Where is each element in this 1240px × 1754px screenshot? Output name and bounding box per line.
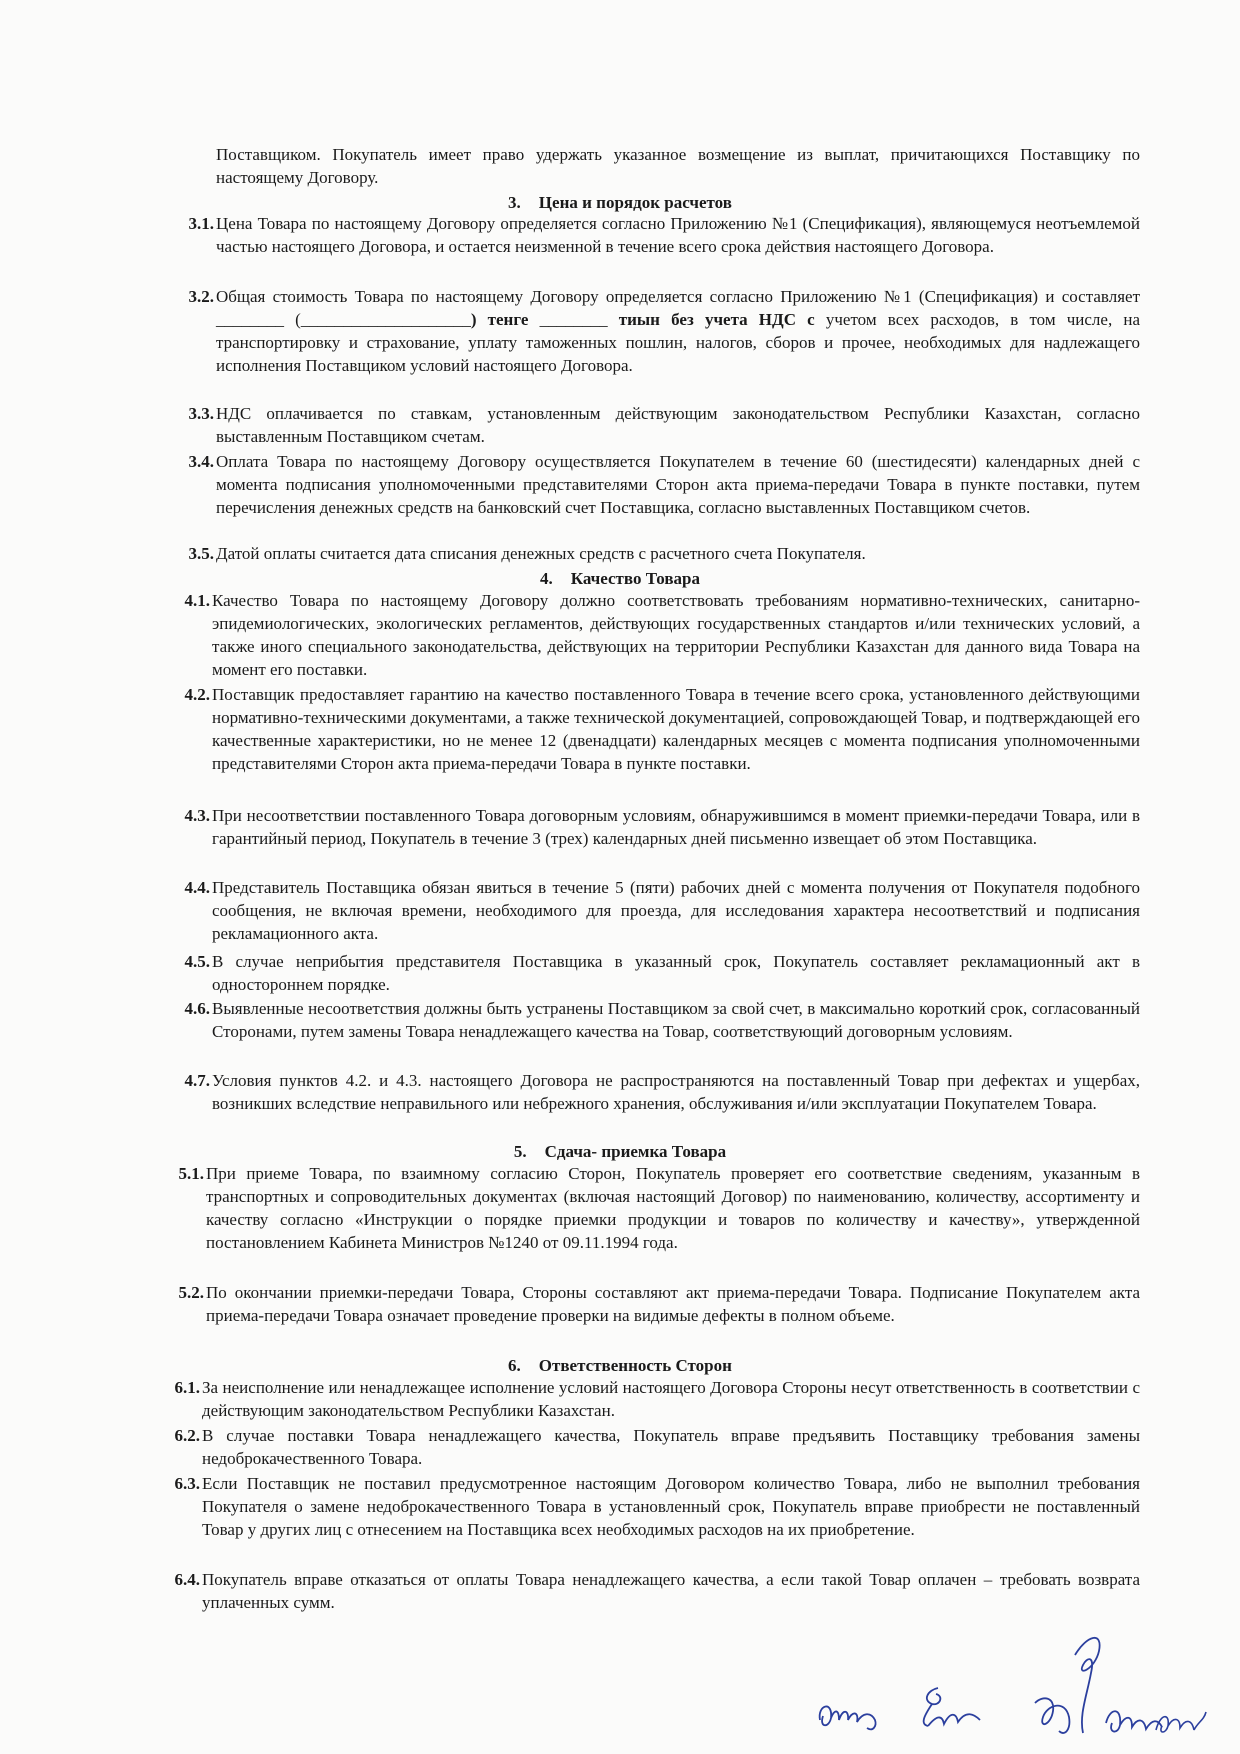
- signature-1: [815, 1690, 885, 1741]
- signature-5: [1150, 1700, 1210, 1746]
- clause-number: 3.2.: [188, 287, 214, 306]
- clause-number: 4.7.: [184, 1071, 210, 1090]
- section-3-number: 3.: [508, 193, 521, 212]
- amount-blank: ________: [216, 310, 284, 329]
- section-6-title: Ответственность Сторон: [538, 1356, 732, 1375]
- clause-number: 4.3.: [184, 806, 210, 825]
- clause-number: 5.2.: [178, 1283, 204, 1302]
- clause-text: При приеме Товара, по взаимному согласию Сторон, Покупатель проверяет его соответствие сведениям, указанным в транспортных и сопроводительных документах (включая настоящий Договор) по наименованию, количеству, ассортименту и качеству согласно «Инструкции о порядке приемки продукции и товаров по количеству и качеству», утвержденной постановлением Кабинета Министров №1240 от 09.11.1994 года.: [206, 1164, 1140, 1252]
- clause-number: 4.1.: [184, 591, 210, 610]
- section-5-number: 5.: [513, 1142, 527, 1161]
- clause-text: В случае поставки Товара ненадлежащего качества, Покупатель вправе предъявить Поставщику требования замены недоброкачественного Товара.: [202, 1426, 1140, 1468]
- section-5-heading: [0, 1140, 1240, 1163]
- clause-number: 3.1.: [188, 214, 214, 233]
- section-5-title: Сдача- приемка Товара: [544, 1142, 727, 1161]
- section-4-title: Качество Товара: [570, 569, 700, 588]
- clause-number: 6.2.: [174, 1426, 200, 1445]
- clause-text: В случае неприбытия представителя Поставщика в указанный срок, Покупатель составляет рекламационный акт в одностороннем порядке.: [212, 952, 1140, 994]
- clause-text: Выявленные несоответствия должны быть устранены Поставщиком за свой счет, в максимально короткий срок, согласованный Сторонами, путем замены Товара ненадлежащего качества на Товар, соответствующий договорным условиям.: [212, 999, 1140, 1041]
- section-4-heading: [0, 567, 1240, 590]
- clause-number: 3.3.: [188, 404, 214, 423]
- clause-text: Оплата Товара по настоящему Договору осуществляется Покупателем в течение 60 (шестидесяти) календарных дней с момента подписания уполномоченными представителями Сторон акта приема-передачи Товара в пункте поставки, путем перечисления денежных средств на банковский счет Поставщика, согласно выставленных Поставщиком счетов.: [216, 452, 1140, 517]
- clause-text: За неисполнение или ненадлежащее исполнение условий настоящего Договора Стороны несут ответственность в соответствии с действующим законодательством Республики Казахстан.: [202, 1378, 1140, 1420]
- signature-2: [910, 1680, 990, 1741]
- section-3-title: Цена и порядок расчетов: [538, 193, 732, 212]
- intro-paragraph: Поставщиком. Покупатель имеет право удержать указанное возмещение из выплат, причитающихся Поставщику по настоящему Договору.: [216, 145, 1140, 187]
- clause-text: Общая стоимость Товара по настоящему Договору определяется согласно Приложению №1 (Спецификация) и составляет ________ (____________________) тенге ________ тиын без учета НДС с учетом всех расходов, в том числе, на транспортировку и страхование, уплату таможенных пошлин, налогов, сборов и прочее, необходимых для надлежащего исполнения Поставщиком условий настоящего Договора.: [216, 287, 1141, 375]
- clause-text: По окончании приемки-передачи Товара, Стороны составляют акт приема-передачи Товара. Подписание Покупателем акта приема-передачи Товара означает проведение проверки на видимые дефекты в полном объеме.: [206, 1283, 1140, 1325]
- clause-number: 4.2.: [184, 685, 210, 704]
- clause-text: Датой оплаты считается дата списания денежных средств с расчетного счета Покупателя.: [216, 544, 866, 563]
- clause-number: 3.4.: [188, 452, 214, 471]
- clause-number: 4.4.: [184, 878, 210, 897]
- clause-number: 6.1.: [174, 1378, 200, 1397]
- clause-number: 6.4.: [174, 1570, 200, 1589]
- clause-number: 3.5.: [188, 544, 214, 563]
- clause-text: Цена Товара по настоящему Договору определяется согласно Приложению №1 (Спецификация), являющемуся неотъемлемой частью настоящего Договора, и остается неизменной в течение всего срока действия настоящего Договора.: [216, 214, 1140, 256]
- clause-text: Поставщик предоставляет гарантию на качество поставленного Товара в течение всего срока, установленного действующими нормативно-техническими документами, а также технической документацией, сопровождающей Товар, и подтверждающей его качественные характеристики, но не менее 12 (двенадцати) календарных месяцев с момента подписания уполномоченными представителями Сторон акта приема-передачи Товара в пункте поставки.: [212, 685, 1140, 773]
- clause-text: При несоответствии поставленного Товара договорным условиям, обнаружившимся в момент приемки-передачи Товара, или в гарантийный период, Покупатель в течение 3 (трех) календарных дней письменно извещает об этом Поставщика.: [212, 806, 1140, 848]
- tiyn-blank: ________: [539, 310, 608, 329]
- clause-text: НДС оплачивается по ставкам, установленным действующим законодательством Республики Казахстан, согласно выставленным Поставщиком счетам.: [216, 404, 1140, 446]
- clause-text: Качество Товара по настоящему Договору должно соответствовать требованиям нормативно-технических, санитарно-эпидемиологических, экологических регламентов, действующих государственных стандартов и/или технических условий, а также иного специального законодательства, действующих на территории Республики Казахстан для данного вида Товара на момент его поставки.: [212, 591, 1140, 679]
- clause-text: Условия пунктов 4.2. и 4.3. настоящего Договора не распространяются на поставленный Товар при дефектах и ущербах, возникших вследствие неправильного или небрежного хранения, обслуживания и/или эксплуатации Покупателем Товара.: [212, 1071, 1140, 1113]
- section-3-heading: [0, 191, 1240, 214]
- section-4-number: 4.: [539, 569, 553, 588]
- clause-text: Покупатель вправе отказаться от оплаты Товара ненадлежащего качества, а если такой Товар оплачен – требовать возврата уплаченных сумм.: [202, 1570, 1140, 1612]
- clause-number: 4.5.: [184, 952, 210, 971]
- clause-number: 6.3.: [174, 1474, 200, 1493]
- clause-number: 4.6.: [184, 999, 210, 1018]
- clause-text: Представитель Поставщика обязан явиться в течение 5 (пяти) рабочих дней с момента получения от Покупателя подобного сообщения, не включая времени, необходимого для проезда, для исследования характера несоответствий и подписания рекламационного акта.: [212, 878, 1140, 943]
- clause-text: Если Поставщик не поставил предусмотренное настоящим Договором количество Товара, либо не выполнил требования Покупателя о замене недоброкачественного Товара в установленный срок, Покупатель вправе приобрести не поставленный Товар у других лиц с отнесением на Поставщика всех необходимых расходов на их приобретение.: [202, 1474, 1140, 1539]
- clause-number: 5.1.: [178, 1164, 204, 1183]
- section-6-number: 6.: [508, 1356, 521, 1375]
- section-6-heading: [0, 1354, 1240, 1377]
- amount-words-blank: ____________________: [300, 310, 471, 329]
